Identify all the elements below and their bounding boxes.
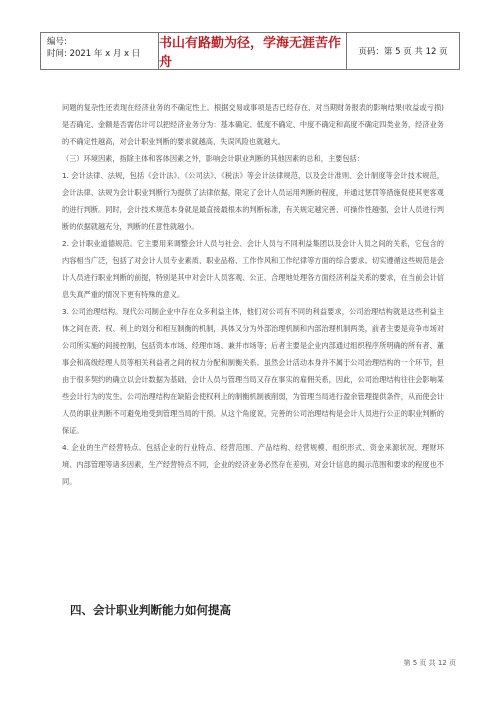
page-footer: 第 5 页 共 12 页 <box>403 659 456 667</box>
number-label: 编号: <box>47 37 67 47</box>
section-heading: 四、会计职业判断能力如何提高 <box>70 603 231 617</box>
page-header <box>40 32 460 70</box>
time-label: 时间: 2021 年 x 月 x 日 <box>47 49 141 59</box>
paragraph: 1. 会计法律、法规，包括《会计法》、《公司法》、《税法》等会计法律规范，以及会计准则、会计制度等会计技术规范，会计法律、法规为会计职业判断行为提供了法律依据，限定了会计人员运用判断的程度，并通过惩罚等措施促使其更客观的进行判断。同时，会计技术规范本身就是最直接最根本的判断标准，有关规定越完善、可操作性越强，会计人员进行判断的依据就越充分，判断的任意性就越小。 <box>62 171 444 231</box>
paragraph: 2. 会计职业道德规范。它主要用来调整会计人员与社会、会计人员与不同利益集团以及会计人员之间的关系，它包含的内容相当广泛，包括了对会计人员专业素质、职业品格、工作作风和工作纪律等方面的综合要求。切实遵循这些规范是会计人员进行职业判断的前提，特别是其中对会计人员客观、公正、合理地处理各方面经济利益关系的要求，在当前会计信息失真严重的情况下更有特殊的意义。 <box>62 239 444 299</box>
paragraph: （三）环境因素，指除主体和客体因素之外，影响会计职业判断的其他因素的总和，主要包括： <box>62 154 364 163</box>
header-page-info: 页码：第 5 页 共 12 页 <box>358 47 448 57</box>
paragraph: 4. 企业的生产经营特点。包括企业的行业特点、经营范围、产品结构、经营规模、组织形式、资金来源状况、理财环境、内部管理等诸多因素，生产经营特点不同，企业的经济业务必然存在差别，对会计信息的揭示范围和要求的程度也不同。 <box>62 443 444 486</box>
header-meta <box>41 33 159 69</box>
paragraph: 问题的复杂性还表现在经济业务的不确定性上。根据交易或事项是否已经存在、对当期财务报表的影响结果(收益或亏损)是否确定、金额是否需估计可以把经济业务分为：基本确定、低度不确定、中度不确定和高度不确定四类业务，经济业务的不确定性越高，对会计职业判断的要求就越高，失误风险也就越大。 <box>62 103 444 146</box>
document-body <box>62 99 444 490</box>
header-motto: 书山有路勤为径，学海无涯苦作舟 <box>159 33 347 69</box>
paragraph: 3. 公司治理结构。现代公司制企业中存在众多利益主体，他们对公司有不同的利益要求，公司治理结构就是这些利益主体之间在责、权、利上的划分和相互制衡的机制，具体又分为外部治理机制和内部治理机制两类，前者主要是竞争市场对公司所实施的间接控制，包括资本市场、经理市场、兼并市场等；后者主要是企业内部通过组织程序所明确的所有者、董事会和高级经理人员等相关利益者之间的权力分配和制衡关系。虽然会计活动本身并不属于公司治理结构的一个环节，但由于很多契约的确立以会计数据为基础，会计人员与管理当局又存在事实的雇佣关系，因此，公司治理结构往往会影响某些会计行为的发生。公司治理结构在缺陷会使权利上的制衡机制被削弱，为管理当局进行盈余管理提供条件，从而使会计人员的职业判断不可避免地受到管理当局的干预。从这个角度说，完善的公司治理结构是会计人员进行公正的职业判断的保证。 <box>62 307 444 435</box>
